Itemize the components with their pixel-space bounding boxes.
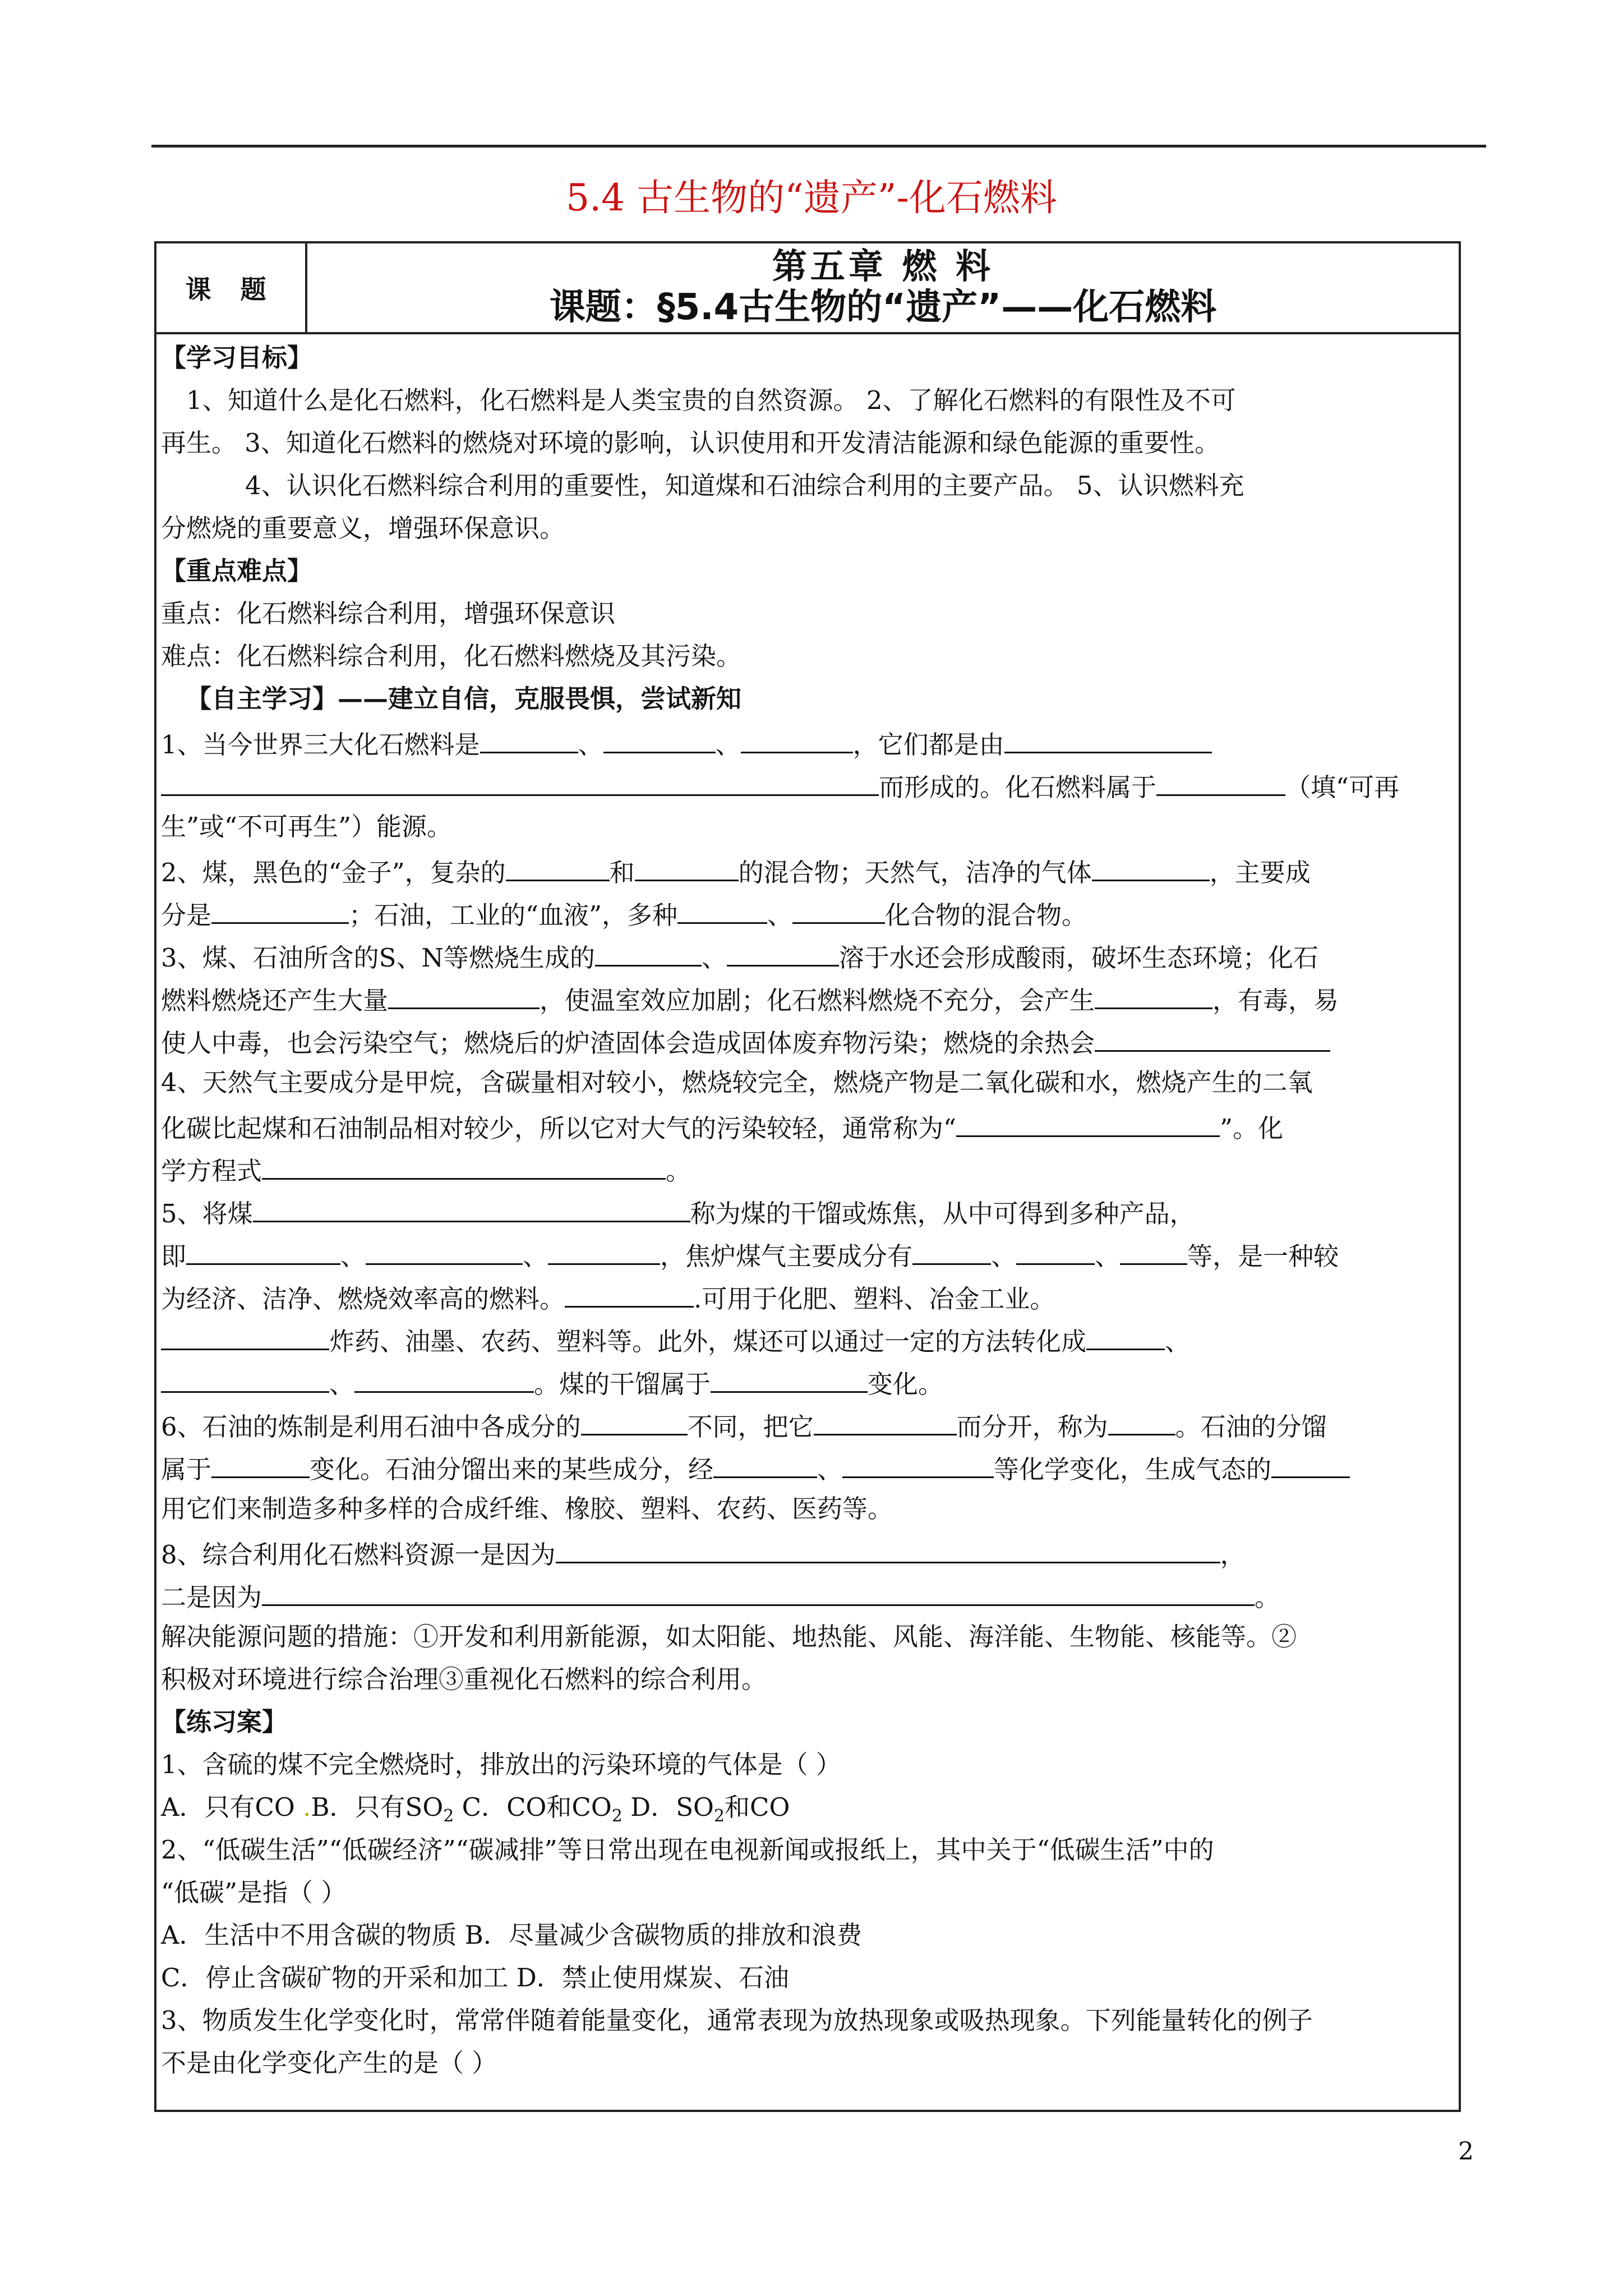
practice-1-options (161, 1786, 1459, 1829)
blank[interactable] (814, 1402, 957, 1435)
blank[interactable] (262, 1147, 666, 1180)
subject-cell (307, 243, 1459, 332)
question-5: 5、将煤 称为煤的干馏或炼焦，从中可得到多种产品， (161, 1189, 1459, 1232)
practice-heading: 【练习案】 (161, 1707, 288, 1737)
question-1-cont: 而形成的。化石燃料属于 （填“可再 (161, 763, 1459, 806)
blank[interactable] (713, 1445, 817, 1478)
lesson-title: 课题：§5.4古生物的“遗产”——化石燃料 (549, 287, 1217, 328)
blank[interactable] (366, 1232, 523, 1265)
practice-question-1: 1、含硫的煤不完全燃烧时，排放出的污染环境的气体是（ ） (161, 1750, 841, 1779)
question-8: 8、综合利用化石燃料资源一是因为 ， (161, 1530, 1459, 1573)
question-5-cont3: 炸药、油墨、农药、塑料等。此外，煤还可以通过一定的方法转化成 、 (161, 1317, 1459, 1360)
blank[interactable] (1108, 1402, 1175, 1435)
blank[interactable] (1095, 1019, 1330, 1052)
blank[interactable] (711, 1360, 868, 1393)
question-6-cont: 属于 变化。石油分馏出来的某些成分，经 、 等化学变化，生成气态的 (161, 1445, 1459, 1488)
objective-line: 1、知道什么是化石燃料，化石燃料是人类宝贵的自然资源。 2、了解化石燃料的有限性及不可 (186, 385, 1236, 415)
objective-line: 4、认识化石燃料综合利用的重要性，知道煤和石油综合利用的主要产品。 5、认识燃料充 (245, 471, 1244, 500)
page-number: 2 (1458, 2137, 1474, 2166)
blank[interactable] (581, 1402, 688, 1435)
objective-line: 分燃烧的重要意义，增强环保意识。 (161, 513, 565, 543)
practice-question-3-cont: 不是由化学变化产生的是（ ） (161, 2048, 497, 2078)
objective-line: 再生。 3、知道化石燃料的燃烧对环境的影响，认识使用和开发清洁能源和绿色能源的重要性。 (161, 428, 1220, 458)
blank[interactable] (506, 848, 610, 881)
blank[interactable] (1086, 1317, 1165, 1350)
blank[interactable] (556, 1530, 1220, 1563)
measures-line: 解决能源问题的措施：①开发和利用新能源，如太阳能、地热能、风能、海洋能、生物能、核能等。② (161, 1622, 1297, 1651)
blank[interactable] (161, 1317, 329, 1350)
blank[interactable] (211, 1445, 310, 1478)
blank[interactable] (1271, 1445, 1350, 1478)
option-b[interactable]: B．只有$SO_2$ (311, 1792, 454, 1826)
content-area (161, 337, 1459, 2085)
option-a[interactable]: A．只有CO (161, 1792, 303, 1822)
question-2: 2、煤，黑色的“金子”，复杂的 和 的混合物；天然气，洁净的气体 ，主要成 (161, 848, 1459, 891)
blank[interactable] (262, 1573, 1255, 1606)
blank[interactable] (677, 891, 767, 924)
blank[interactable] (792, 891, 885, 924)
stray-mark: . (303, 1792, 311, 1822)
objectives-heading: 【学习目标】 (161, 343, 313, 372)
practice-2-options-ab[interactable]: A．生活中不用含碳的物质 B．尽量减少含碳物质的排放和浪费 (161, 1920, 862, 1950)
question-5-cont: 即 、 、 ，焦炉煤气主要成分有 、 、 等，是一种较 (161, 1232, 1459, 1274)
question-8-cont: 二是因为 。 (161, 1573, 1459, 1616)
blank[interactable] (1095, 976, 1212, 1009)
practice-2-options-cd[interactable]: C．停止含碳矿物的开采和加工 D．禁止使用煤炭、石油 (161, 1963, 789, 1993)
question-4: 4、天然气主要成分是甲烷，含碳量相对较小，燃烧较完全，燃烧产物是二氧化碳和水，燃烧产生的二氧 (161, 1068, 1313, 1097)
question-5-cont2: 为经济、洁净、燃烧效率高的燃料。 .可用于化肥、塑料、冶金工业。 (161, 1274, 1459, 1317)
question-2-cont: 分是 ；石油，工业的“血液”，多种 、 化合物的混合物。 (161, 891, 1459, 933)
question-4-end: 学方程式 。 (161, 1147, 1459, 1189)
blank[interactable] (1092, 848, 1210, 881)
top-rule (151, 145, 1486, 148)
blank[interactable] (354, 1360, 534, 1393)
chapter-title: 第五章 燃 料 (772, 246, 994, 287)
blank[interactable] (912, 1232, 991, 1265)
blank[interactable] (211, 891, 349, 924)
question-3: 3、煤、石油所含的S、N等燃烧生成的 、 溶于水还会形成酸雨，破坏生态环境；化石 (161, 933, 1459, 976)
measures-line: 积极对环境进行综合治理③重视化石燃料的综合利用。 (161, 1664, 767, 1694)
practice-question-3: 3、物质发生化学变化时，常常伴随着能量变化，通常表现为放热现象或吸热现象。下列能量转化的例子 (161, 2005, 1313, 2035)
question-1-end: 生”或“不可再生”）能源。 (161, 812, 453, 841)
option-c[interactable]: C．CO和$CO_2$ (454, 1792, 623, 1826)
difficult-point: 难点：化石燃料综合利用，化石燃料燃烧及其污染。 (161, 641, 742, 671)
question-3-end: 使人中毒，也会污染空气；燃烧后的炉渣固体会造成固体废弃物污染；燃烧的余热会 (161, 1019, 1459, 1061)
question-1: 1、当今世界三大化石燃料是 、 、 ，它们都是由 (161, 720, 1459, 763)
blank[interactable] (1016, 1232, 1095, 1265)
key-points-heading: 【重点难点】 (161, 556, 313, 586)
blank[interactable] (161, 1360, 329, 1393)
question-3-cont: 燃料燃烧还产生大量 ，使温室效应加剧；化石燃料燃烧不充分，会产生 ，有毒，易 (161, 976, 1459, 1019)
question-6: 6、石油的炼制是利用石油中各成分的 不同，把它 而分开，称为 。石油的分馏 (161, 1402, 1459, 1445)
practice-question-2: 2、“低碳生活”“低碳经济”“碳减排”等日常出现在电视新闻或报纸上，其中关于“低碳生活”中的 (161, 1835, 1214, 1865)
blank[interactable] (956, 1104, 1220, 1137)
blank[interactable] (565, 1274, 694, 1308)
key-point: 重点：化石燃料综合利用，增强环保意识 (161, 599, 616, 628)
blank[interactable] (186, 1232, 340, 1265)
blank[interactable] (253, 1189, 690, 1222)
question-4-cont: 化碳比起煤和石油制品相对较少，所以它对大气的污染较轻，通常称为“ ”。化 (161, 1104, 1459, 1147)
blank[interactable] (727, 933, 839, 967)
blank[interactable] (161, 763, 879, 796)
blank[interactable] (603, 720, 716, 753)
question-6-end: 用它们来制造多种多样的合成纤维、橡胶、塑料、农药、医药等。 (161, 1494, 893, 1524)
blank[interactable] (635, 848, 739, 881)
blank[interactable] (480, 720, 578, 753)
blank[interactable] (548, 1232, 660, 1265)
subject-row (156, 243, 1459, 334)
blank[interactable] (741, 720, 853, 753)
question-5-end: 、 。煤的干馏属于 变化。 (161, 1360, 1459, 1402)
practice-question-2-cont: “低碳”是指（ ） (161, 1878, 347, 1907)
option-d[interactable]: D．$SO_2$和CO (622, 1792, 790, 1826)
blank[interactable] (388, 976, 540, 1009)
blank[interactable] (595, 933, 702, 967)
page-title: 5.4 古生物的“遗产”-化石燃料 (566, 176, 1057, 219)
worksheet-table (154, 241, 1461, 2112)
blank[interactable] (1004, 720, 1212, 753)
blank[interactable] (842, 1445, 994, 1478)
subject-label: 课 题 (156, 243, 307, 332)
blank[interactable] (1156, 763, 1285, 796)
self-study-heading: 【自主学习】——建立自信，克服畏惧，尝试新知 (186, 684, 742, 714)
blank[interactable] (1120, 1232, 1187, 1265)
